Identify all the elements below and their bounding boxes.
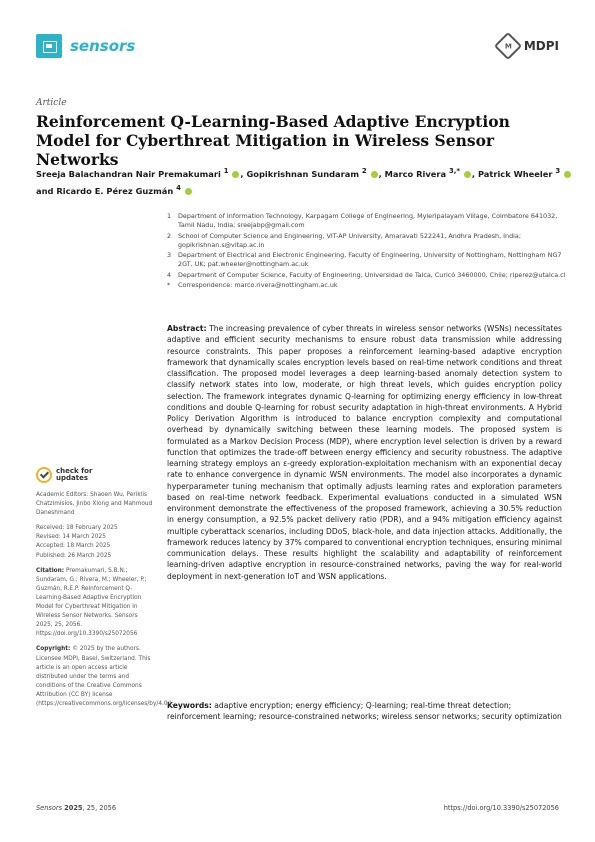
affiliation [167, 251, 567, 269]
affiliation-number: 2 [167, 231, 172, 240]
author-affiliation-mark: 1 [223, 167, 229, 175]
mdpi-badge-icon: M [494, 32, 522, 60]
sensor-chip-icon [36, 34, 62, 58]
correspondence-text: Correspondence: marco.rivera@nottingham.ac.uk [178, 281, 338, 289]
received-date: Received: 18 February 2025 [36, 525, 118, 532]
orcid-icon[interactable] [464, 171, 471, 178]
author-affiliation-mark: 2 [361, 167, 367, 175]
correspondence [167, 281, 567, 290]
citation-label: Citation: [36, 567, 65, 574]
author-list: Sreeja Balachandran Nair Premakumari $^1$ , Gopikrishnan Sundaram $^2$ , Marco Rivera $^{3,*}$ , Patrick Wheeler $^3$ and Ricardo E. Pérez Guzmán $^4$ [36, 164, 576, 198]
dates [36, 524, 156, 560]
author-name: Marco Rivera [384, 168, 447, 179]
check-updates-line1: check for [56, 467, 93, 475]
revised-date: Revised: 14 March 2025 [36, 534, 106, 541]
citation-text: Premakumari, S.B.N.; Sundaram, G.; Rivera, M.; Wheeler, P.; Guzmán, R.E.P. Reinforcement Q-Learning-Based Adaptive Encryption Model for Cyberthreat Mitigation in Wireless Sensor Networks. Sensors 2025, 25, 2056. https://doi.org/10.3390/s25072056 [36, 567, 147, 638]
author-affiliation-mark: 3 [555, 167, 561, 175]
article-sidebar [36, 491, 174, 715]
author-affiliation-mark: 4 [176, 183, 181, 192]
author-name: Patrick Wheeler [477, 168, 553, 179]
keywords-text: adaptive encryption; energy efficiency; Q-learning; real-time threat detection; reinforcement learning; resource-constrained networks; wireless sensor networks; security optimization [167, 701, 562, 722]
author-affiliation-mark: 3,* [448, 167, 460, 175]
author-name: Ricardo E. Pérez Guzmán [56, 185, 174, 196]
footer-citation [36, 804, 116, 812]
journal-name: sensors [70, 37, 136, 55]
affiliation-text: Department of Information Technology, Karpagam College of Engineering, Myleripalayam Village, Coimbatore 641032, Tamil Nadu, India; sreejabp@gmail.com [178, 212, 558, 229]
check-updates-line2: updates [56, 474, 88, 482]
orcid-icon[interactable] [564, 171, 571, 178]
affiliation [167, 271, 567, 280]
check-for-updates-button[interactable] [36, 467, 92, 483]
orcid-icon[interactable] [232, 171, 239, 178]
publisher-name: MDPI [523, 39, 559, 53]
affiliations [167, 212, 567, 292]
affiliation-text: School of Computer Science and Engineering, VIT-AP University, Amaravati 522241, Andhra Pradesh, India; gopikrishnan.s@vitap.ac.in [178, 231, 521, 249]
affiliation-number: 3 [167, 251, 172, 259]
copyright-label: Copyright: [36, 646, 71, 653]
abstract-label: Abstract: [167, 324, 207, 333]
affiliation [167, 232, 567, 250]
article-title: Reinforcement Q-Learning-Based Adaptive Encryption Model for Cyberthreat Mitigation in Wireless Sensor Networks [36, 112, 510, 169]
footer-journal: Sensors [36, 804, 63, 812]
author-name: Sreeja Balachandran Nair Premakumari [36, 168, 221, 179]
affiliation [167, 212, 567, 230]
footer-volume: , 25, 2056 [82, 804, 117, 812]
copyright [36, 645, 174, 709]
orcid-icon[interactable] [371, 171, 378, 178]
citation [36, 567, 156, 640]
affiliation-number: 1 [167, 212, 172, 220]
check-updates-label [56, 468, 92, 482]
author-name: Gopikrishnan Sundaram [246, 168, 359, 179]
article-type: Article [36, 98, 67, 108]
abstract [167, 323, 562, 582]
check-updates-icon [36, 467, 52, 483]
affiliation-text: Department of Electrical and Electronic Engineering, Faculty of Engineering, University of Nottingham, Nottingham NG7 2GT, UK; pat.wheeler@nottingham.ac.uk [178, 251, 562, 268]
orcid-icon[interactable] [185, 188, 192, 195]
journal-logo [36, 34, 135, 58]
accepted-date: Accepted: 18 March 2025 [36, 543, 111, 550]
footer-year: 2025 [64, 804, 83, 812]
published-date: Published: 26 March 2025 [36, 552, 112, 559]
footer-doi-link[interactable]: https://doi.org/10.3390/s25072056 [443, 804, 559, 812]
affiliation-text: Department of Computer Science, Faculty of Engineering, Universidad de Talca, Curicó 3460000, Chile; riperez@utalca.cl [178, 270, 566, 279]
academic-editors: Academic Editors: Shaoen Wu, Periklis Chatzimisios, Jinbo Xiong and Mahmoud Daneshmand [36, 492, 153, 517]
page-footer [36, 804, 559, 812]
publisher-logo [498, 36, 559, 56]
affiliation-number: * [167, 281, 171, 289]
affiliation-number: 4 [167, 270, 172, 279]
copyright-text: © 2025 by the authors. Licensee MDPI, Basel, Switzerland. This article is an open access article distributed under the terms and conditions of the Creative Commons Attribution (CC BY) license (https://creativecommons.org/licenses/by/4.0/). [36, 646, 174, 707]
abstract-text: The increasing prevalence of cyber threats in wireless sensor networks (WSNs) necessitates adaptive and efficient security mechanisms to ensure robust data transmission while addressing resource constraints. This paper proposes a reinforcement learning-based adaptive encryption framework that dynamically scales encryption levels based on real-time network conditions and threat classification. The proposed model leverages a deep learning-based anomaly detection system to classify network states into low, moderate, or high threat levels, which guides encryption policy selection. The framework integrates dynamic Q-learning for optimizing energy efficiency in low-threat conditions and double Q-learning for robust security adaptation in high-threat environments. A Hybrid Policy Derivation Algorithm is introduced to balance encryption complexity and computational overhead by dynamically switching between these learning models. The proposed system is formulated as a Markov Decision Process (MDP), where encryption level selection is driven by a reward function that optimizes the trade-off between energy efficiency and security robustness. The adaptive learning strategy employs an ε-greedy exploration-exploitation mechanism with an exponential decay rate to enhance convergence in dynamic WSN environments. The model also incorporates a dynamic hyperparameter tuning mechanism that optimally adjusts learning rates and exploration parameters based on real-time network feedback. Experimental evaluations conducted in a simulated WSN environment demonstrate the effectiveness of the proposed framework, achieving a 30.5% reduction in energy consumption, a 92.5% packet delivery ratio (PDR), and a 94% mitigation efficiency against multiple cyberattack scenarios, including DDoS, black-hole, and data injection attacks. Additionally, the framework reduces latency by 37% compared to conventional encryption techniques, ensuring minimal communication delays. These results highlight the scalability and adaptability of reinforcement learning-driven adaptive encryption in resource-constrained networks, paving the way for real-world deployment in next-generation IoT and WSN applications. [167, 324, 562, 581]
keywords [167, 700, 562, 723]
keywords-label: Keywords: [167, 701, 212, 710]
